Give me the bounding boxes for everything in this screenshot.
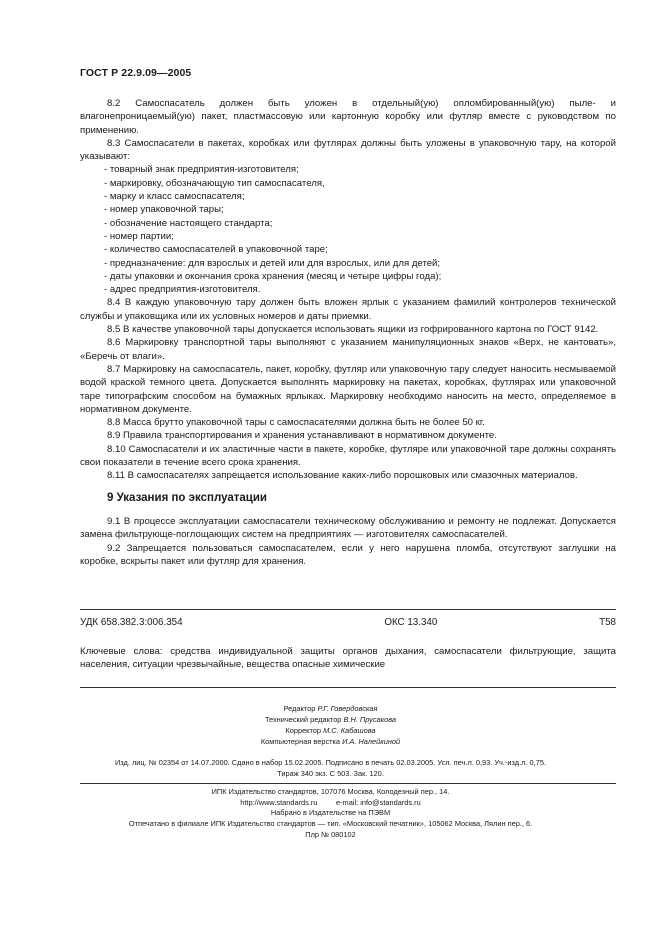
keywords-divider	[80, 687, 616, 688]
oks-code: ОКС 13.340	[384, 617, 438, 628]
list-item: - товарный знак предприятия-изготовителя;	[104, 164, 299, 176]
paragraph-8-2: 8.2 Самоспасатель должен быть уложен в отдельный(ую) опломбированный(ую) пыле- и влагонепроницаемый(ую) пакет, пластмассовую или картонную коробку или футляр вместе с руководством по применению.	[80, 98, 616, 136]
document-body	[80, 97, 616, 568]
standard-code-header: ГОСТ Р 22.9.09—2005	[80, 67, 192, 79]
email-link[interactable]: e-mail: info@standards.ru	[335, 797, 421, 807]
editor-label: Редактор	[283, 704, 316, 713]
list-item: - обозначение настоящего стандарта;	[104, 217, 273, 229]
list-item: - номер упаковочной тары;	[104, 204, 224, 216]
list-item: - номер партии;	[104, 230, 174, 242]
list-item: - маркировку, обозначающую тип самоспасателя,	[104, 177, 325, 189]
editor-name: Р.Г. Говердовская	[317, 704, 378, 713]
paragraph-8-7: 8.7 Маркировку на самоспасатель, пакет, коробку, футляр или упаковочную тару следует наносить несмываемой водой краской темного цвета. Допускается выполнять маркировку на пакетах, коробках, футлярах или упаковочной таре типографским способом на бумажных ярлыках. Маркировку необходимо наносить на место, определяемое в нормативном документе.	[80, 363, 616, 415]
paragraph-8-11: 8.11 В самоспасателях запрещается использование каких-либо порошковых или смазочных материалов.	[107, 470, 578, 482]
layout-name: И.А. Налейкиной	[342, 737, 401, 746]
paragraph-9-1: 9.1 В процессе эксплуатации самоспасатели техническому обслуживанию и ремонту не подлежат. Допускается замена фильтрующе-поглощающих систем на предприятиях — изготовителях самоспасателей.	[80, 515, 616, 541]
website-link[interactable]: http://www.standards.ru	[240, 797, 318, 807]
editorial-credits	[0, 703, 661, 747]
list-item: - даты упаковки и окончания срока хранения (месяц и четыре цифры года);	[104, 270, 442, 282]
paragraph-8-9: 8.9 Правила транспортирования и хранения устанавливают в нормативном документе.	[107, 430, 497, 442]
publisher-address: ИПК Издательство стандартов, 107076 Москва, Колодезный пер., 14.	[211, 787, 450, 796]
list-item: - адрес предприятия-изготовителя.	[104, 284, 261, 296]
publisher-info	[0, 787, 661, 841]
printed-at-info: Отпечатано в филиале ИПК Издательство стандартов — тип. «Московский печатник», 105062 Москва, Лялин пер., 6.	[128, 819, 533, 829]
license-number: Плр № 080102	[305, 829, 356, 839]
list-item: - марку и класс самоспасателя;	[104, 191, 245, 203]
paragraph-8-8: 8.8 Масса брутто упаковочной тары с самоспасателями должна быть не более 50 кг.	[107, 417, 485, 429]
paragraph-8-10: 8.10 Самоспасатели и их эластичные части в пакете, коробке, футляре или упаковочной таре должны сохранять свои показатели в течение всего срока хранения.	[80, 443, 616, 469]
tech-editor-name: В.Н. Прусакова	[343, 715, 397, 724]
udk-code: УДК 658.382.3:006.354	[80, 617, 183, 628]
paragraph-8-4: 8.4 В каждую упаковочную тару должен быть вложен ярлык с указанием фамилий контролеров технической службы и упаковщика или их условных номеров и даты приемки.	[80, 297, 616, 322]
paragraph-8-5: 8.5 В качестве упаковочной тары допускается использовать ящики из гофрированного картона по ГОСТ 9142.	[107, 324, 599, 336]
category-code: Т58	[599, 617, 616, 628]
layout-label: Компьютерная верстка	[260, 737, 341, 746]
tech-editor-label: Технический редактор	[264, 715, 342, 724]
list-item: - количество самоспасателей в упаковочной таре;	[104, 244, 328, 256]
section-9-heading: 9 Указания по эксплуатации	[107, 491, 267, 504]
top-divider	[80, 609, 616, 610]
print-line-2: Тираж 340 экз. С 503. Зак. 120.	[277, 769, 384, 778]
paragraph-8-6: 8.6 Маркировку транспортной тары выполняют с указанием манипуляционных знаков «Верх, не кантовать», «Беречь от влаги».	[80, 337, 616, 362]
keywords: Ключевые слова: средства индивидуальной защиты органов дыхания, самоспасатели фильтрующие, защита населения, ситуации чрезвычайные, вещества опасные химические	[80, 646, 616, 671]
print-details	[0, 757, 661, 779]
classification-row	[80, 617, 616, 628]
list-item: - предназначение: для взрослых и детей или для взрослых, или для детей;	[104, 257, 441, 269]
paragraph-9-2: 9.2 Запрещается пользоваться самоспасателем, если у него нарушена пломба, отсутствуют заглушки на коробке, вскрыты пакет или футляр для хранения.	[80, 542, 616, 567]
paragraph-8-3: 8.3 Самоспасатели в пакетах, коробках или футлярах должны быть уложены в упаковочную тару, на которой указывают:	[80, 137, 616, 163]
corrector-label: Корректор	[285, 726, 322, 735]
corrector-name: М.С. Кабашова	[323, 726, 376, 735]
publisher-divider	[80, 783, 616, 784]
print-line-1: Изд. лиц. № 02354 от 14.07.2000. Сдано в набор 15.02.2005. Подписано в печать 02.03.2005. Усл. печ.л. 0,93. Уч.-изд.л. 0,75.	[114, 758, 546, 767]
typeset-info: Набрано в Издательстве на ПЭВМ	[270, 808, 391, 818]
